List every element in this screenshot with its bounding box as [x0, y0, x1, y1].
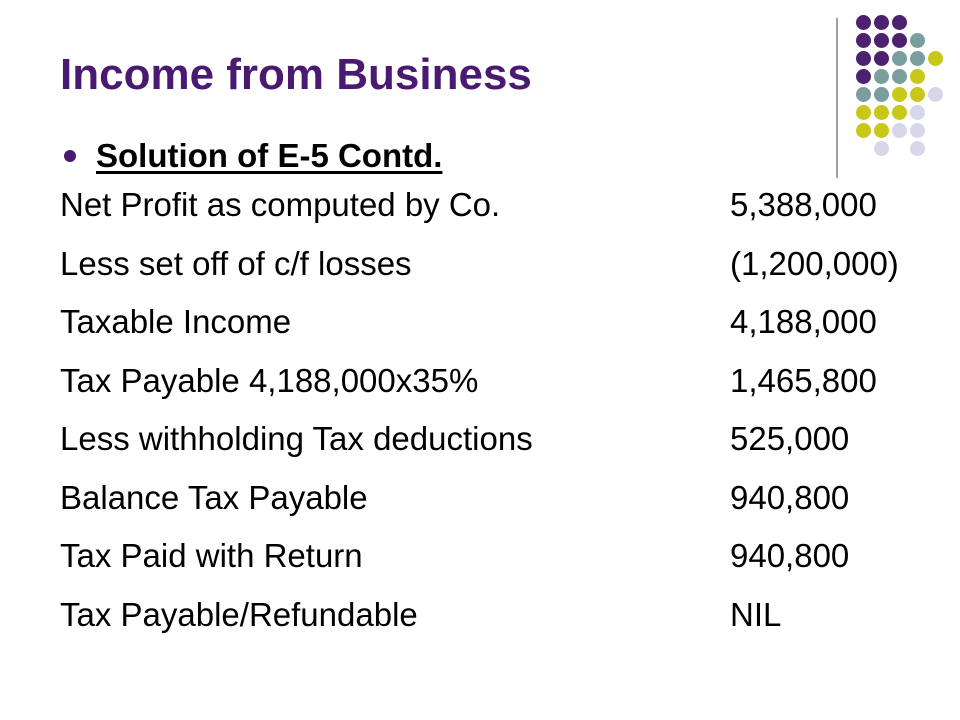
slide-title: Income from Business [60, 50, 532, 99]
decor-dot [910, 105, 925, 120]
row-value: 1,465,800 [730, 361, 877, 399]
decor-dot [856, 51, 871, 66]
row-value: (1,200,000) [730, 244, 899, 282]
decor-dot [874, 69, 889, 84]
row-label: Less withholding Tax deductions [60, 420, 533, 457]
row-label: Net Profit as computed by Co. [60, 186, 501, 223]
decor-dot [874, 33, 889, 48]
bullet-item [64, 137, 442, 175]
decor-dot [892, 69, 907, 84]
decor-dot [874, 105, 889, 120]
row-label: Balance Tax Payable [60, 478, 368, 516]
decor-dot [910, 69, 925, 84]
decor-dot [892, 15, 907, 30]
decor-dot [910, 123, 925, 138]
decor-dot [928, 51, 943, 66]
row-label: Tax Payable/Refundable [60, 595, 418, 633]
row-value: 5,388,000 [730, 186, 877, 223]
row-value: NIL [730, 595, 782, 633]
row-label: Taxable Income [60, 303, 292, 340]
decor-dot [874, 87, 889, 102]
row-label: Less set off of c/f losses [60, 244, 412, 282]
decor-dot [910, 33, 925, 48]
decor-dot [856, 69, 871, 84]
decor-dot [892, 51, 907, 66]
decor-dot [874, 123, 889, 138]
decor-dot [856, 105, 871, 120]
decor-dot [874, 51, 889, 66]
decor-dot [892, 105, 907, 120]
bullet-icon [64, 150, 76, 162]
row-label: Tax Paid with Return [60, 537, 363, 574]
decor-dot [910, 87, 925, 102]
decor-dot [892, 87, 907, 102]
row-label: Tax Payable 4,188,000x35% [60, 361, 479, 399]
row-value: 940,800 [730, 537, 850, 574]
bullet-heading: Solution of E-5 Contd. [96, 137, 443, 174]
decor-dot [874, 141, 889, 156]
decor-dot [856, 15, 871, 30]
decor-dot [928, 87, 943, 102]
vertical-divider [836, 18, 838, 178]
decor-dot [892, 123, 907, 138]
row-value: 525,000 [730, 420, 850, 457]
decor-dot [856, 33, 871, 48]
decor-dot [910, 141, 925, 156]
decor-dot [856, 87, 871, 102]
decor-dot [856, 123, 871, 138]
row-value: 4,188,000 [730, 303, 877, 340]
decor-dot [874, 15, 889, 30]
decor-dot [892, 33, 907, 48]
decor-dot [910, 51, 925, 66]
row-value: 940,800 [730, 478, 850, 516]
